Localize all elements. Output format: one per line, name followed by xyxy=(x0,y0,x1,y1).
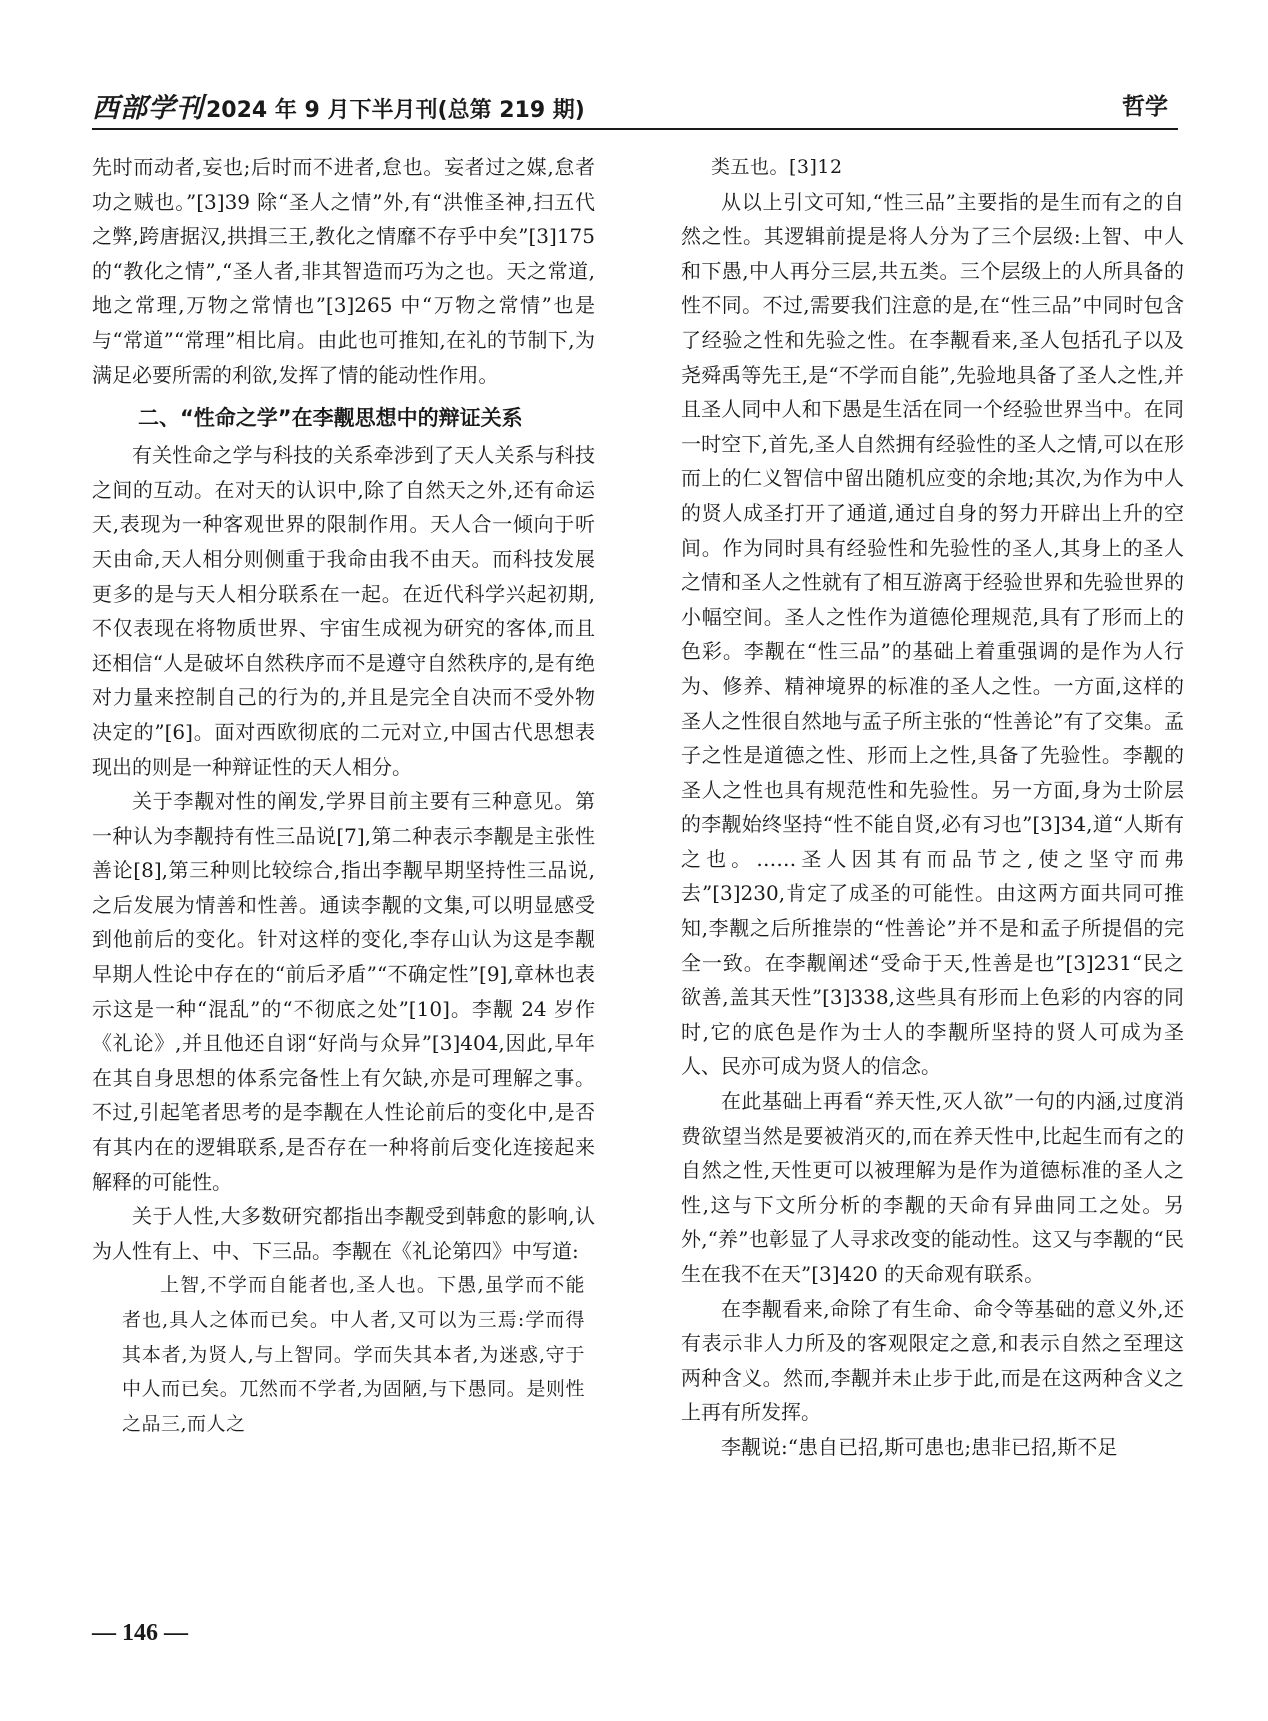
paragraph: 关于人性,大多数研究都指出李觏受到韩愈的影响,认为人性有上、中、下三品。李觏在《礼论第四》中写道: xyxy=(92,1204,595,1263)
header-rule xyxy=(92,128,1178,130)
paragraph: 李觏说:“患自已招,斯可患也;患非已招,斯不足 xyxy=(721,1434,1118,1459)
issue-info: 2024 年 9 月下半月刊(总第 219 期) xyxy=(206,98,585,123)
left-column xyxy=(92,150,595,1441)
paragraph: 有关性命之学与科技的关系牵涉到了天人关系与科技之间的互动。在对天的认识中,除了自然天之外,还有命运天,表现为一种客观世界的限制作用。天人合一倾向于听天由命,天人相分则侧重于我命由我不由天。而科技发展更多的是与天人相分联系在一起。在近代科学兴起初期,不仅表现在将物质世界、宇宙生成视为研究的客体,而且还相信“人是破坏自然秩序而不是遵守自然秩序的,是有绝对力量来控制自己的行为的,并且是完全自决而不受外物决定的”[6]。面对西欧彻底的二元对立,中国古代思想表现出的则是一种辩证性的天人相分。 xyxy=(92,443,595,779)
header-left xyxy=(92,86,585,125)
block-quote: 上智,不学而自能者也,圣人也。下愚,虽学而不能者也,具人之体而已矣。中人者,又可以为三焉:学而得其本者,为贤人,与上智同。学而失其本者,为迷惑,守于中人而已矣。兀然而不学者,为固陋,与下愚同。是则性之品三,而人之 xyxy=(122,1274,585,1435)
right-column xyxy=(681,150,1184,1465)
paragraph: 在此基础上再看“养天性,灭人欲”一句的内涵,过度消费欲望当然是要被消灭的,而在养天性中,比起生而有之的自然之性,天性更可以被理解为是作为道德标准的圣人之性,这与下文所分析的李觏的天命有异曲同工之处。另外,“养”也彰显了人寻求改变的能动性。这又与李觏的“民生在我不在天”[3]420 的天命观有联系。 xyxy=(681,1089,1184,1286)
page-number: — 146 — xyxy=(92,1620,188,1646)
section-label: 哲学 xyxy=(1122,94,1168,120)
paragraph: 关于李觏对性的阐发,学界目前主要有三种意见。第一种认为李觏持有性三品说[7],第二种表示李觏是主张性善论[8],第三种则比较综合,指出李觏早期坚持性三品说,之后发展为情善和性善。通读李觏的文集,可以明显感受到他前后的变化。针对这样的变化,李存山认为这是李觏早期人性论中存在的“前后矛盾”“不确定性”[9],章林也表示这是一种“混乱”的“不彻底之处”[10]。李觏 24 岁作《礼论》,并且他还自诩“好尚与众异”[3]404,因此,早年在其自身思想的体系完备性上有欠缺,亦是可理解之事。不过,引起笔者思考的是李觏在人性论前后的变化中,是否有其内在的逻辑联系,是否存在一种将前后变化连接起来解释的可能性。 xyxy=(92,789,595,1194)
block-quote-end: 类五也。[3]12 xyxy=(711,156,843,178)
paragraph: 先时而动者,妄也;后时而不进者,怠也。妄者过之媒,怠者功之贼也。”[3]39 除“圣人之情”外,有“洪惟圣神,扫五代之弊,跨唐据汉,拱揖三王,教化之情靡不存乎中矣”[3]175 的“教化之情”,“圣人者,非其智造而巧为之也。天之常道,地之常理,万物之常情也”[3]265 中“万物之常情”也是与“常道”“常理”相比肩。由此也可推知,在礼的节制下,为满足必要所需的利欲,发挥了情的能动性作用。 xyxy=(92,155,595,387)
running-header xyxy=(92,86,1178,126)
paragraph: 在李觏看来,命除了有生命、命令等基础的意义外,还有表示非人力所及的客观限定之意,和表示自然之至理这两种含义。然而,李觏并未止步于此,而是在这两种含义之上再有所发挥。 xyxy=(681,1296,1184,1425)
journal-logo: 西部学刊 xyxy=(92,93,204,124)
section-heading: 二、“性命之学”在李觏思想中的辩证关系 xyxy=(138,406,523,431)
paragraph: 从以上引文可知,“性三品”主要指的是生而有之的自然之性。其逻辑前提是将人分为了三个层级:上智、中人和下愚,中人再分三层,共五类。三个层级上的人所具备的性不同。不过,需要我们注意的是,在“性三品”中同时包含了经验之性和先验之性。在李觏看来,圣人包括孔子以及尧舜禹等先王,是“不学而自能”,先验地具备了圣人之性,并且圣人同中人和下愚是生活在同一个经验世界当中。在同一时空下,首先,圣人自然拥有经验性的圣人之情,可以在形而上的仁义智信中留出随机应变的余地;其次,为作为中人的贤人成圣打开了通道,通过自身的努力开辟出上升的空间。作为同时具有经验性和先验性的圣人,其身上的圣人之情和圣人之性就有了相互游离于经验世界和先验世界的小幅空间。圣人之性作为道德伦理规范,具有了形而上的色彩。李觏在“性三品”的基础上着重强调的是作为人行为、修养、精神境界的标准的圣人之性。一方面,这样的圣人之性很自然地与孟子所主张的“性善论”有了交集。孟子之性是道德之性、形而上之性,具备了先验性。李觏的圣人之性也具有规范性和先验性。另一方面,身为士阶层的李觏始终坚持“性不能自贤,必有习也”[3]34,道“人斯有之也。……圣人因其有而品节之,使之坚守而弗去”[3]230,肯定了成圣的可能性。由这两方面共同可推知,李觏之后所推崇的“性善论”并不是和孟子所提倡的完全一致。在李觏阐述“受命于天,性善是也”[3]231“民之欲善,盖其天性”[3]338,这些具有形而上色彩的内容的同时,它的底色是作为士人的李觏所坚持的贤人可成为圣人、民亦可成为贤人的信念。 xyxy=(681,189,1184,1079)
